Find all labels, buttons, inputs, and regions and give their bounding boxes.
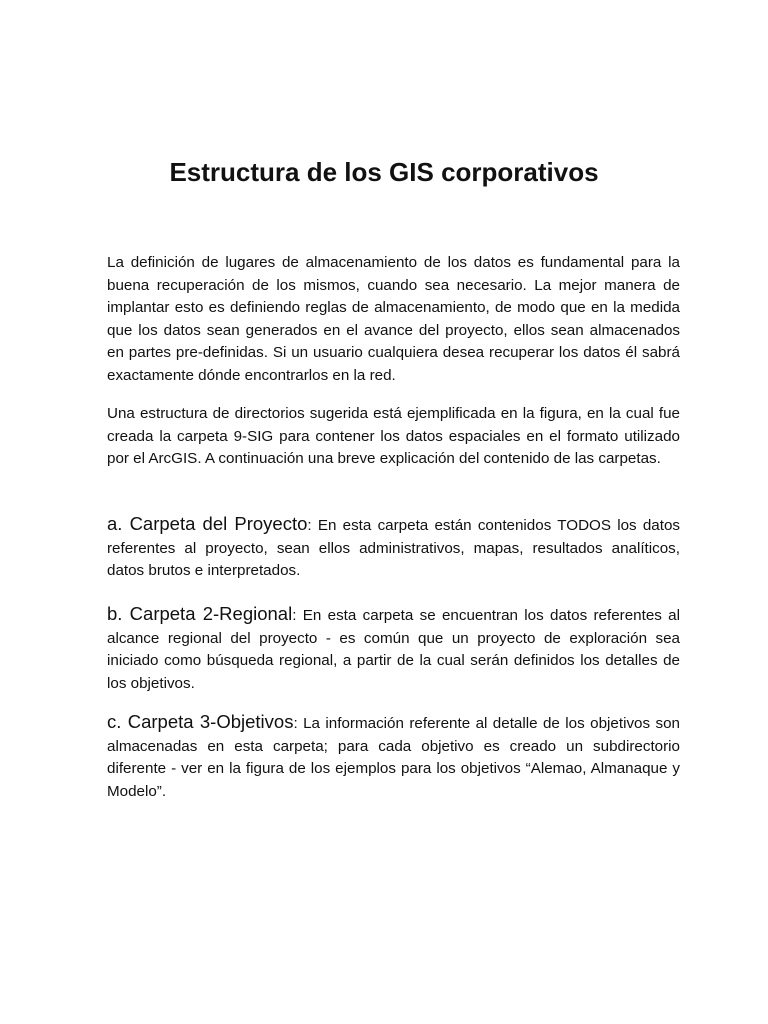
section-objectives-folder xyxy=(107,711,680,803)
section-project-folder xyxy=(107,513,680,583)
section-body: : En esta carpeta están contenidos TODOS los datos referentes al proyecto, sean ellos administrativos, mapas, resultados analíticos, datos brutos e interpretados. xyxy=(107,517,680,580)
paragraph-structure: Una estructura de directorios sugerida está ejemplificada en la figura, en la cual fue creada la carpeta 9-SIG para contener los datos espaciales en el formato utilizado por el ArcGIS. A continuación una breve explicación del contenido de las carpetas. xyxy=(107,405,680,468)
section-regional-folder xyxy=(107,603,680,695)
section-heading: b. Carpeta 2-Regional xyxy=(107,603,293,624)
section-heading: c. Carpeta 3-Objetivos xyxy=(107,711,294,732)
document-body xyxy=(107,252,681,800)
paragraph-intro: La definición de lugares de almacenamiento de los datos es fundamental para la buena recuperación de los mismos, cuando sea necesario. La mejor manera de implantar esto es definiendo reglas de almacenamiento, de modo que en la medida que los datos sean generados en el avance del proyecto, ellos sean almacenados en partes pre-definidas. Si un usuario cualquiera desea recuperar los datos él sabrá exactamente dónde encontrarlos en la red. xyxy=(107,254,680,384)
page-title: Estructura de los GIS corporativos xyxy=(169,157,599,187)
section-body: : La información referente al detalle de los objetivos son almacenadas en esta carpeta; para cada objetivo es creado un subdirectorio diferente - ver en la figura de los ejemplos para los objetivos “Alemao, Almanaque y Modelo”. xyxy=(107,715,680,800)
section-heading: a. Carpeta del Proyecto xyxy=(107,513,308,534)
section-body: : En esta carpeta se encuentran los datos referentes al alcance regional del proyecto - es común que un proyecto de exploración sea iniciado como búsqueda regional, a partir de la cual serán definidos los detalles de los objetivos. xyxy=(107,607,681,692)
